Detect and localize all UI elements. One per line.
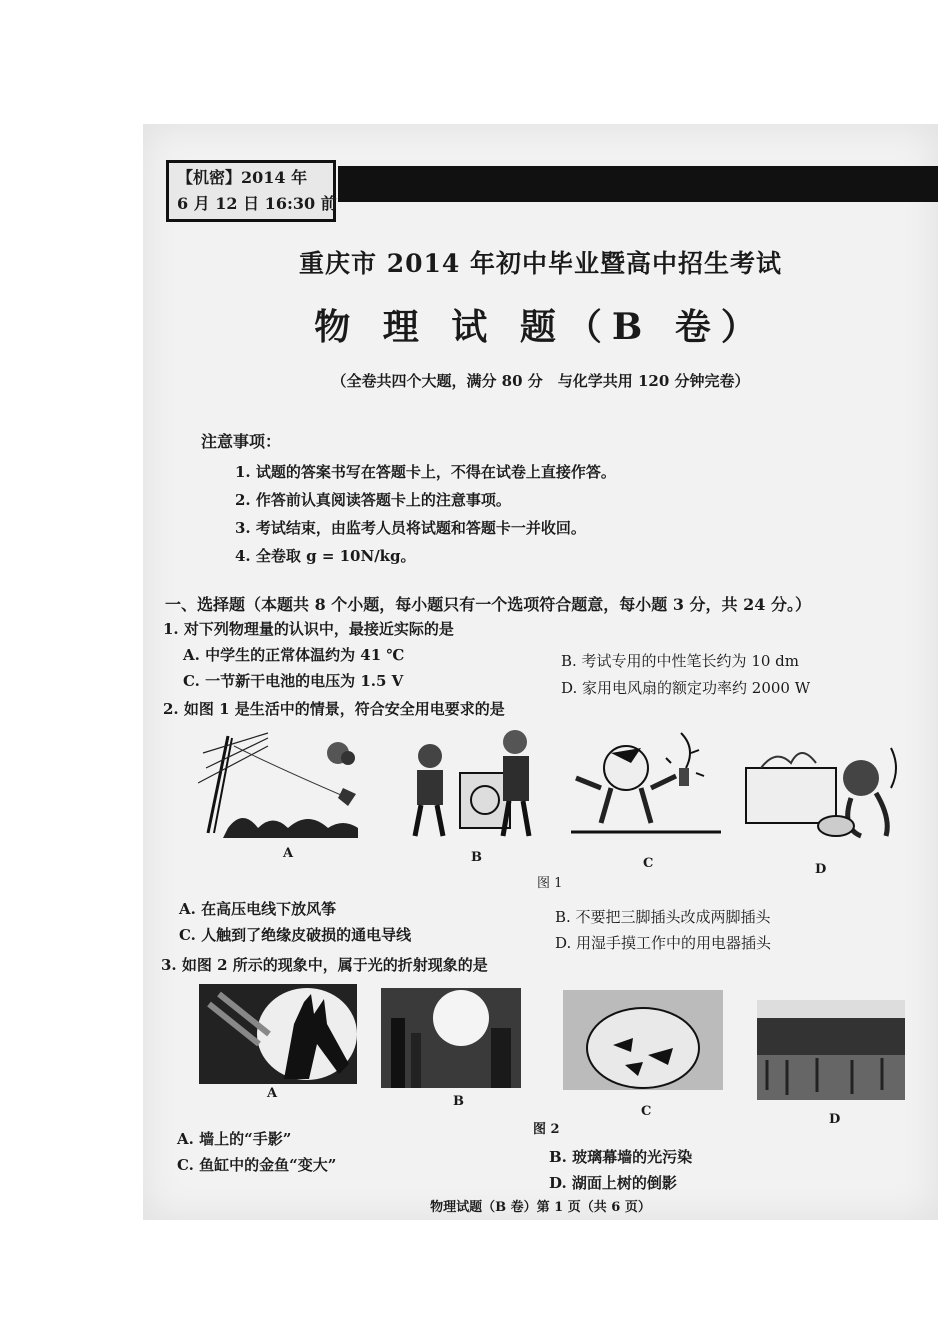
exam-title: 重庆市 2014 年初中毕业暨高中招生考试 [299,249,782,278]
notice-item: 3. 考试结束，由监考人员将试题和答题卡一并收回。 [235,519,586,537]
fig1-label-b: B [471,850,482,865]
q1-stem: 1. 对下列物理量的认识中，最接近实际的是 [163,620,454,638]
q2-option-c: C. 人触到了绝缘皮破损的通电导线 [179,926,412,944]
q3-option-a: A. 墙上的“手影” [177,1130,292,1148]
fig2-label-a: A [267,1086,278,1101]
q2-stem: 2. 如图 1 是生活中的情景，符合安全用电要求的是 [163,700,505,718]
q2-option-d: D. 用湿手摸工作中的用电器插头 [555,934,772,952]
exam-page [143,124,938,1220]
fig2-caption: 图 2 [533,1122,560,1137]
notice-item: 2. 作答前认真阅读答题卡上的注意事项。 [235,491,511,509]
q2-option-a: A. 在高压电线下放风筝 [179,900,337,918]
fig2-label-d: D [829,1112,841,1127]
notice-item: 4. 全卷取 g = 10N/kg。 [235,547,416,565]
confidential-line-1: 【机密】2014 年 [177,168,308,187]
fig1-label-d: D [815,862,827,877]
q1-option-c: C. 一节新干电池的电压为 1.5 V [183,672,404,690]
kite-under-power-lines-image [198,728,368,840]
q1-option-a: A. 中学生的正常体温约为 41 ℃ [183,646,405,664]
fig2-label-c: C [641,1104,652,1119]
fig1-caption: 图 1 [537,876,563,891]
q1-option-b: B. 考试专用的中性笔长约为 10 dm [561,652,800,670]
q3-stem: 3. 如图 2 所示的现象中，属于光的折射现象的是 [161,956,488,974]
q2-option-b: B. 不要把三脚插头改成两脚插头 [555,908,771,926]
notice-item: 1. 试题的答案书写在答题卡上，不得在试卷上直接作答。 [235,463,616,481]
page-footer: 物理试题（B 卷）第 1 页（共 6 页） [430,1200,651,1215]
exam-subtitle: （全卷共四个大题，满分 80 分 与化学共用 120 分钟完卷） [331,372,750,390]
confidential-stamp [166,160,336,222]
q3-option-b: B. 玻璃幕墙的光污染 [549,1148,693,1166]
hand-shadow-image [199,984,357,1084]
confidential-line-2: 6 月 12 日 16:30 前 [177,194,337,213]
wet-hands-plug-image [741,728,901,840]
fig1-label-c: C [643,856,654,871]
q3-option-d: D. 湖面上树的倒影 [549,1174,677,1192]
tree-reflection-image [757,1000,905,1100]
three-pin-plug-image [405,728,555,840]
notice-list [235,458,616,570]
section-heading: 一、选择题（本题共 8 个小题，每小题只有一个选项符合题意，每小题 3 分，共 24 分。） [165,595,811,614]
electric-shock-image [571,728,721,840]
fig1-label-a: A [283,846,294,861]
subject-title: 物 理 试 题（B 卷） [314,306,767,348]
notice-heading: 注意事项： [201,432,282,451]
fig2-label-b: B [453,1094,464,1109]
q1-option-d: D. 家用电风扇的额定功率约 2000 W [561,679,811,697]
q3-option-c: C. 鱼缸中的金鱼“变大” [177,1156,337,1174]
glass-curtain-wall-image [381,988,521,1088]
goldfish-bowl-image [563,990,723,1090]
header-black-bar [338,166,938,202]
